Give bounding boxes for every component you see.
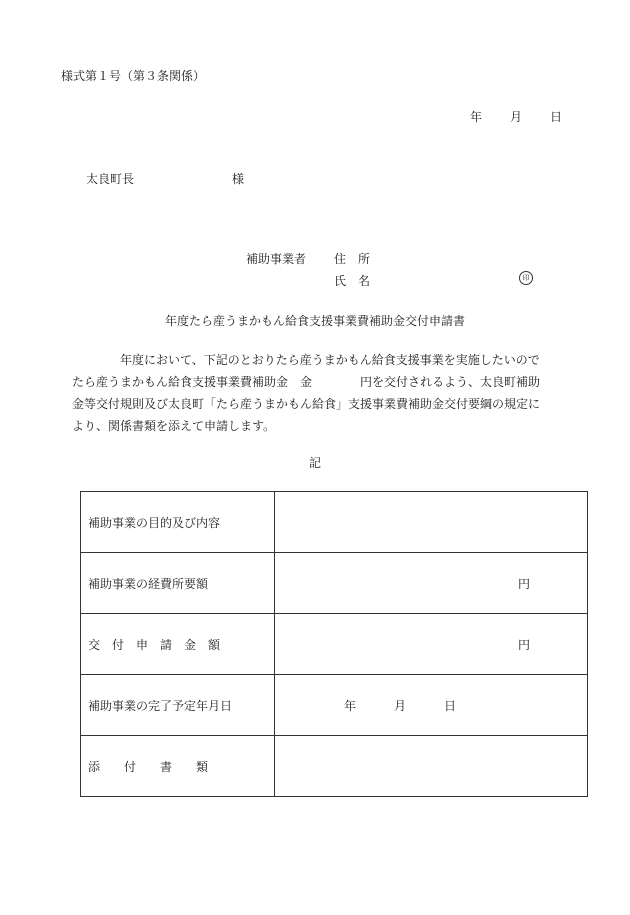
purpose-value-cell[interactable] [275, 492, 588, 553]
table-row [81, 736, 588, 797]
date-month: 月 [510, 110, 523, 124]
completion-month: 月 [394, 699, 407, 713]
document-title: 年度たら産うまかもん給食支援事業費補助金交付申請書 [164, 314, 465, 328]
form-number: 様式第１号（第３条関係） [61, 69, 206, 83]
completion-date [344, 697, 456, 714]
row-label-expense: 補助事業の経費所要額 [81, 553, 275, 614]
applicant-heading: 補助事業者 [246, 252, 307, 266]
requested-yen-unit: 円 [518, 638, 531, 652]
body-line: 年度において、下記のとおりたら産うまかもん給食支援事業を実施したいので [120, 353, 540, 367]
ki-heading: 記 [308, 456, 321, 470]
application-items-table [80, 491, 588, 797]
application-body [72, 349, 558, 437]
body-line: 金等交付規則及び太良町「たら産うまかもん給食」支援事業費補助金交付要綱の規定に [72, 397, 541, 411]
body-line: より、関係書類を添えて申請します。 [72, 419, 276, 433]
date-year: 年 [470, 110, 483, 124]
date-line [470, 109, 562, 125]
table-row [81, 492, 588, 553]
applicant-address-label: 住 所 [334, 252, 371, 266]
addressee [86, 171, 244, 187]
expense-yen-unit: 円 [518, 577, 531, 591]
applicant-name-label: 氏 名 [334, 274, 371, 288]
expense-value-cell[interactable] [275, 553, 588, 614]
row-label-purpose: 補助事業の目的及び内容 [81, 492, 275, 553]
row-label-requested-amount: 交 付 申 請 金 額 [81, 614, 275, 675]
table-row [81, 614, 588, 675]
attachments-value-cell[interactable] [275, 736, 588, 797]
addressee-honorific: 様 [232, 172, 245, 186]
completion-year: 年 [344, 699, 357, 713]
body-line: たら産うまかもん給食支援事業費補助金 金 円を交付されるよう、太良町補助 [72, 375, 541, 389]
row-label-attachments: 添 付 書 類 [81, 736, 275, 797]
completion-date-value-cell[interactable] [275, 675, 588, 736]
addressee-name: 太良町長 [86, 172, 135, 186]
row-label-completion-date: 補助事業の完了予定年月日 [81, 675, 275, 736]
date-day: 日 [550, 110, 563, 124]
completion-day: 日 [444, 699, 457, 713]
table-row [81, 675, 588, 736]
requested-amount-value-cell[interactable] [275, 614, 588, 675]
seal-mark: 印 [519, 271, 533, 285]
table-row [81, 553, 588, 614]
